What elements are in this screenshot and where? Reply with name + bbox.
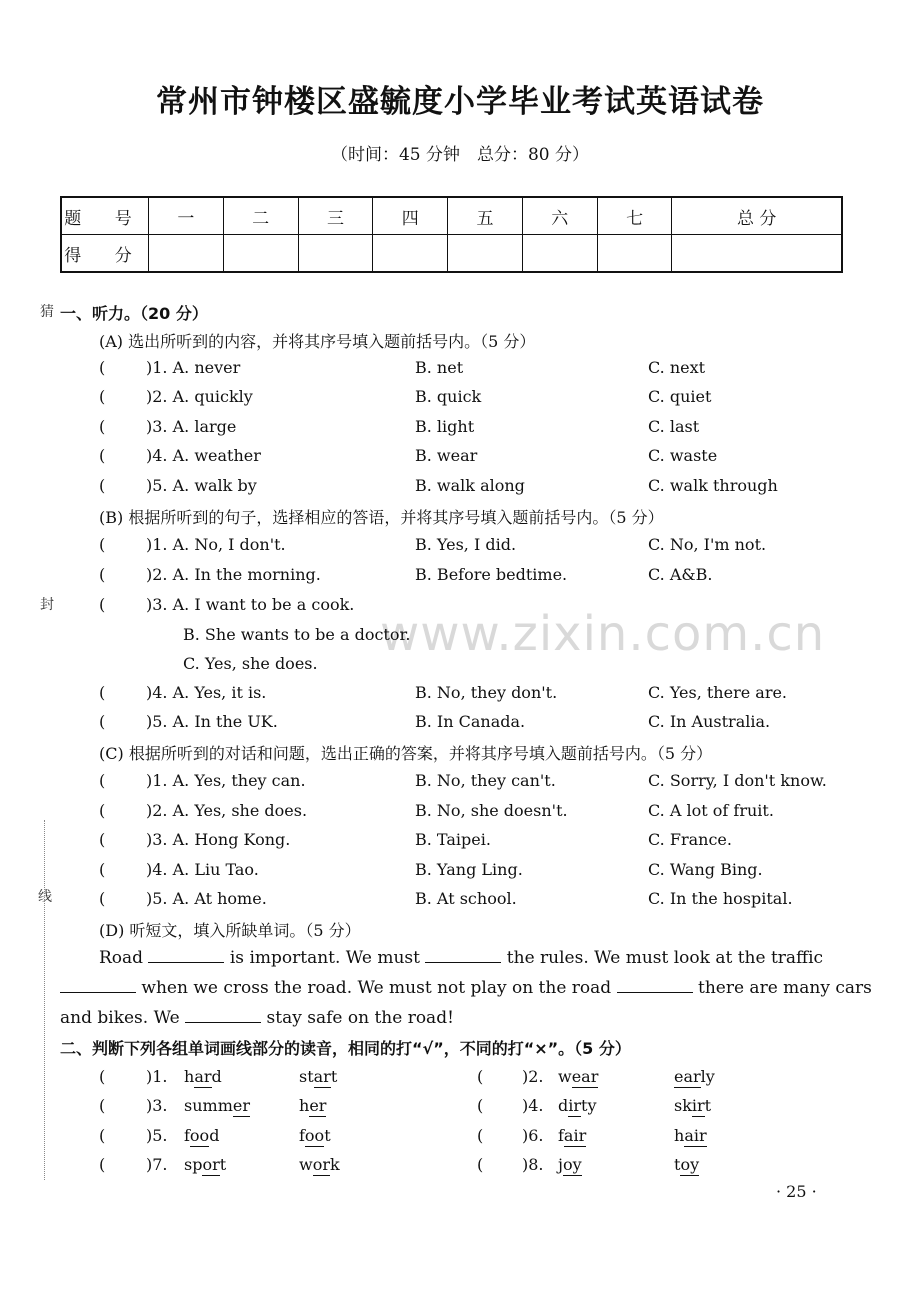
score-table-score-row	[61, 235, 842, 273]
margin-mark: 封	[40, 597, 54, 613]
pair-word-2	[299, 1067, 337, 1086]
question-paren[interactable]: (	[99, 417, 106, 436]
question-option-b: B. In Canada.	[415, 712, 526, 731]
question-paren[interactable]: (	[99, 387, 106, 406]
underlined-part: oy	[680, 1155, 700, 1174]
underlined-part: ear	[571, 1067, 599, 1086]
pair-word-1	[184, 1067, 222, 1086]
pair-number: )5.	[146, 1126, 168, 1145]
word-part: h	[299, 1096, 310, 1115]
cloze-line-1	[99, 948, 823, 968]
word-part: sk	[674, 1096, 692, 1115]
question-option-a: )5. A. At home.	[146, 889, 267, 908]
score-col-1: 一	[149, 197, 224, 235]
pair-word-1	[184, 1126, 219, 1145]
word-part: j	[558, 1155, 563, 1174]
cloze-blank[interactable]	[60, 978, 136, 993]
pair-number: )8.	[522, 1155, 544, 1174]
pair-word-1	[558, 1067, 598, 1086]
score-cell[interactable]	[223, 235, 298, 273]
underlined-part: ar	[313, 1067, 331, 1086]
question-option-c: C. In Australia.	[648, 712, 771, 731]
question-option-b: B. Taipei.	[415, 830, 491, 849]
word-part: ty	[581, 1096, 597, 1115]
word-part: h	[674, 1126, 685, 1145]
word-part: t	[219, 1155, 227, 1174]
question-option-c: C. No, I'm not.	[648, 535, 767, 554]
question-option-b: B. Yes, I did.	[415, 535, 517, 554]
margin-mark: 猜	[40, 304, 54, 320]
question-paren[interactable]: (	[99, 565, 106, 584]
score-cell[interactable]	[149, 235, 224, 273]
question-option-a: )3. A. large	[146, 417, 237, 436]
question-option-a: )4. A. Yes, it is.	[146, 683, 267, 702]
word-part: ly	[700, 1067, 715, 1086]
pair-word-2	[299, 1155, 340, 1174]
pair-number: )2.	[522, 1067, 544, 1086]
question-paren[interactable]: (	[477, 1126, 484, 1145]
pair-word-1	[184, 1155, 226, 1174]
question-option-a: )3. A. I want to be a cook.	[146, 595, 355, 614]
pair-number: )3.	[146, 1096, 168, 1115]
score-col-3: 三	[298, 197, 373, 235]
underlined-part: oo	[189, 1126, 210, 1145]
pair-word-1	[558, 1155, 582, 1174]
cloze-text: and bikes. We	[60, 1008, 180, 1028]
score-table-header-row	[61, 197, 842, 235]
underlined-part: or	[312, 1155, 330, 1174]
question-option-c: C. Yes, there are.	[648, 683, 788, 702]
exam-subtitle: （时间：45 分钟 总分：80 分）	[330, 145, 590, 165]
question-option-b: B. net	[415, 358, 464, 377]
cloze-text: is important. We must	[229, 948, 420, 968]
word-part: h	[184, 1067, 195, 1086]
word-part: k	[329, 1155, 340, 1174]
pair-word-2	[674, 1096, 711, 1115]
question-option-c: C. last	[648, 417, 700, 436]
question-option-a: )4. A. Liu Tao.	[146, 860, 259, 879]
question-paren[interactable]: (	[99, 771, 106, 790]
cloze-text: the rules. We must look at the traffic	[506, 948, 824, 968]
underlined-part: ir	[568, 1096, 582, 1115]
question-option-b: B. No, she doesn't.	[415, 801, 568, 820]
page-number: · 25 ·	[776, 1182, 817, 1201]
word-part: st	[299, 1067, 314, 1086]
underlined-part: ear	[674, 1067, 701, 1086]
section1-title: 一、听力。（20 分）	[60, 304, 208, 323]
underlined-part: ir	[691, 1096, 705, 1115]
question-paren[interactable]: (	[99, 830, 106, 849]
score-col-7: 七	[597, 197, 672, 235]
question-paren[interactable]: (	[477, 1096, 484, 1115]
question-option-b: B. At school.	[415, 889, 517, 908]
question-option-b: B. No, they don't.	[415, 683, 558, 702]
question-paren[interactable]: (	[99, 889, 106, 908]
question-option-c: C. Wang Bing.	[648, 860, 763, 879]
pair-word-1	[558, 1096, 596, 1115]
cloze-blank[interactable]	[425, 948, 501, 963]
pair-word-2	[674, 1155, 699, 1174]
score-table-row-label: 得 分	[61, 235, 149, 273]
question-paren[interactable]: (	[477, 1067, 484, 1086]
cloze-text: when we cross the road. We must not play on the road	[141, 978, 612, 998]
question-paren[interactable]: (	[99, 1067, 106, 1086]
question-option-b: B. walk along	[415, 476, 525, 495]
cloze-blank[interactable]	[148, 948, 224, 963]
question-paren[interactable]: (	[477, 1155, 484, 1174]
question-option-c: C. In the hospital.	[648, 889, 793, 908]
cloze-line-3	[60, 1008, 454, 1028]
question-option-c: C. walk through	[648, 476, 778, 495]
score-cell[interactable]	[298, 235, 373, 273]
pair-word-2	[299, 1126, 331, 1145]
word-part: f	[299, 1126, 305, 1145]
score-table-row-label: 题 号	[61, 197, 149, 235]
question-option-c: C. next	[648, 358, 706, 377]
question-paren[interactable]: (	[99, 446, 106, 465]
word-part: d	[211, 1067, 222, 1086]
question-option-b: B. Before bedtime.	[415, 565, 568, 584]
question-option-c: C. Yes, she does.	[183, 654, 318, 673]
cloze-blank[interactable]	[617, 978, 693, 993]
question-option-a: )1. A. No, I don't.	[146, 535, 286, 554]
score-cell[interactable]	[672, 235, 842, 273]
cloze-blank[interactable]	[185, 1008, 261, 1023]
score-col-4: 四	[373, 197, 448, 235]
word-part: d	[209, 1126, 220, 1145]
underlined-part: oo	[304, 1126, 325, 1145]
underlined-part: air	[684, 1126, 707, 1145]
question-option-b: B. No, they can't.	[415, 771, 556, 790]
question-paren[interactable]: (	[99, 358, 106, 377]
margin-mark: 线	[38, 889, 52, 905]
score-col-6: 六	[522, 197, 597, 235]
score-cell[interactable]	[448, 235, 523, 273]
cloze-line-2	[60, 978, 872, 998]
question-paren[interactable]: (	[99, 535, 106, 554]
word-part: summ	[184, 1096, 233, 1115]
word-part: w	[299, 1155, 313, 1174]
score-col-5: 五	[448, 197, 523, 235]
question-option-c: C. France.	[648, 830, 732, 849]
question-option-a: )4. A. weather	[146, 446, 261, 465]
partB-instruction: (B) 根据所听到的句子，选择相应的答语，并将其序号填入题前括号内。（5 分）	[99, 508, 664, 527]
pair-number: )1.	[146, 1067, 168, 1086]
question-option-a: )3. A. Hong Kong.	[146, 830, 291, 849]
question-option-a: )1. A. never	[146, 358, 241, 377]
score-cell[interactable]	[373, 235, 448, 273]
question-option-b: B. Yang Ling.	[415, 860, 523, 879]
word-part: f	[558, 1126, 564, 1145]
score-col-2: 二	[223, 197, 298, 235]
pair-number: )4.	[522, 1096, 544, 1115]
question-paren[interactable]: (	[99, 860, 106, 879]
section2-title: 二、判断下列各组单词画线部分的读音，相同的打“√”，不同的打“×”。（5 分）	[60, 1039, 631, 1058]
word-part: t	[674, 1155, 681, 1174]
underlined-part: er	[232, 1096, 250, 1115]
question-option-b: B. light	[415, 417, 475, 436]
question-paren[interactable]: (	[99, 476, 106, 495]
partA-instruction: (A) 选出所听到的内容，并将其序号填入题前括号内。（5 分）	[99, 332, 536, 351]
score-table	[60, 196, 843, 273]
word-part: d	[558, 1096, 569, 1115]
pair-word-2	[674, 1126, 707, 1145]
question-option-c: C. A lot of fruit.	[648, 801, 774, 820]
question-option-a: )2. A. In the morning.	[146, 565, 321, 584]
question-option-b: B. quick	[415, 387, 482, 406]
question-option-a: )2. A. Yes, she does.	[146, 801, 308, 820]
pair-word-2	[299, 1096, 326, 1115]
question-option-a: )1. A. Yes, they can.	[146, 771, 306, 790]
question-paren[interactable]: (	[99, 712, 106, 731]
partC-instruction: (C) 根据所听到的对话和问题，选出正确的答案，并将其序号填入题前括号内。（5 分）	[99, 744, 713, 763]
question-option-a: )2. A. quickly	[146, 387, 253, 406]
question-option-b: B. She wants to be a doctor.	[183, 625, 411, 644]
question-option-c: C. waste	[648, 446, 718, 465]
word-part: w	[558, 1067, 572, 1086]
partD-instruction: (D) 听短文，填入所缺单词。（5 分）	[99, 921, 361, 940]
underlined-part: or	[202, 1155, 220, 1174]
cloze-text: Road	[99, 948, 144, 968]
word-part: t	[324, 1126, 331, 1145]
watermark: www.zixin.com.cn	[380, 606, 826, 662]
question-option-a: )5. A. walk by	[146, 476, 257, 495]
word-part: t	[704, 1096, 712, 1115]
score-col-total: 总 分	[672, 197, 842, 235]
pair-word-2	[674, 1067, 715, 1086]
pair-number: )7.	[146, 1155, 168, 1174]
question-paren[interactable]: (	[99, 595, 106, 614]
score-cell[interactable]	[597, 235, 672, 273]
question-paren[interactable]: (	[99, 801, 106, 820]
question-option-c: C. quiet	[648, 387, 712, 406]
word-part: t	[330, 1067, 338, 1086]
question-paren[interactable]: (	[99, 1155, 106, 1174]
pair-word-1	[184, 1096, 250, 1115]
underlined-part: ar	[194, 1067, 212, 1086]
question-option-b: B. wear	[415, 446, 478, 465]
word-part: f	[184, 1126, 190, 1145]
underlined-part: er	[309, 1096, 327, 1115]
cloze-text: stay safe on the road!	[266, 1008, 454, 1028]
underlined-part: air	[563, 1126, 587, 1145]
score-cell[interactable]	[522, 235, 597, 273]
binding-dotted-line	[44, 820, 45, 1180]
question-paren[interactable]: (	[99, 1126, 106, 1145]
exam-title: 常州市钟楼区盛毓度小学毕业考试英语试卷	[156, 84, 764, 120]
pair-word-1	[558, 1126, 586, 1145]
question-paren[interactable]: (	[99, 683, 106, 702]
question-option-c: C. A&B.	[648, 565, 713, 584]
underlined-part: oy	[562, 1155, 582, 1174]
cloze-text: there are many cars	[698, 978, 872, 998]
word-part: sp	[184, 1155, 203, 1174]
question-option-c: C. Sorry, I don't know.	[648, 771, 827, 790]
pair-number: )6.	[522, 1126, 544, 1145]
question-paren[interactable]: (	[99, 1096, 106, 1115]
question-option-a: )5. A. In the UK.	[146, 712, 278, 731]
